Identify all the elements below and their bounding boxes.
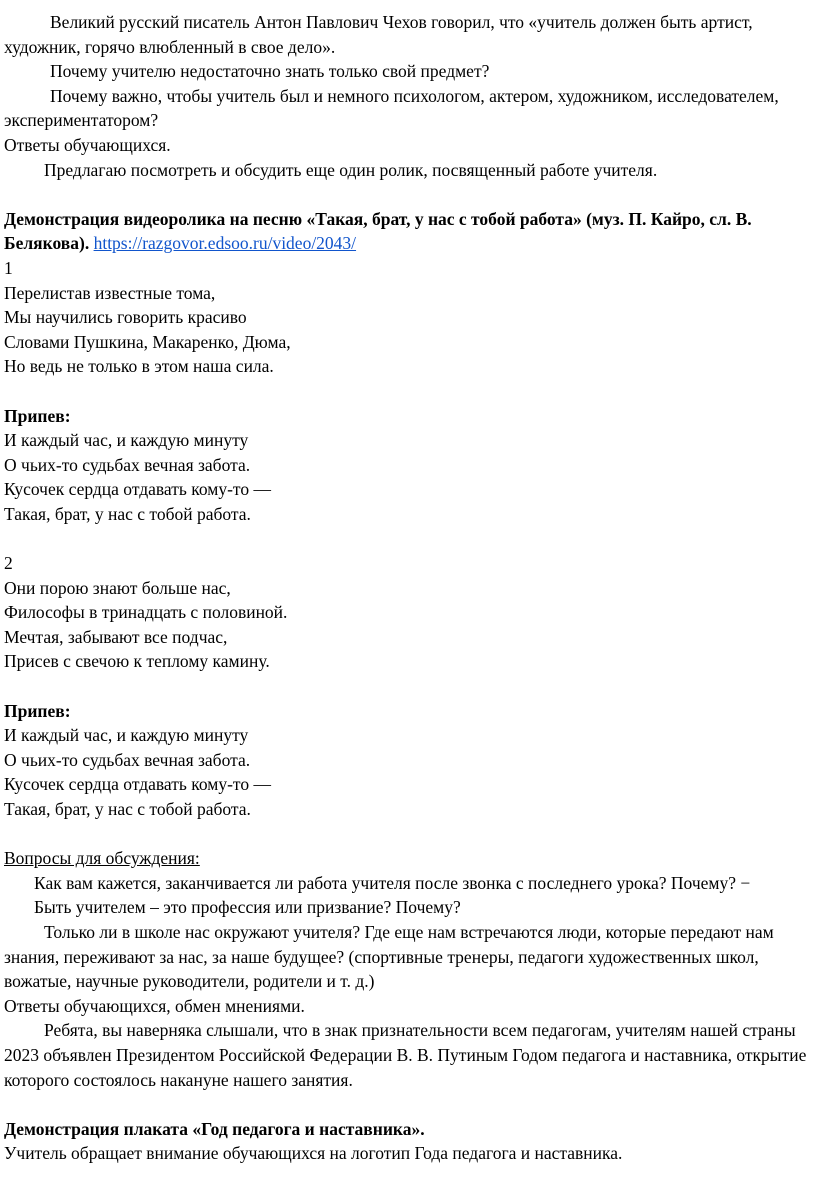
- intro-answers: Ответы обучающихся.: [4, 134, 171, 155]
- poster-heading: Демонстрация плаката «Год педагога и наставника».: [4, 1118, 425, 1139]
- chorus-1-line: Кусочек сердца отдавать кому-то —: [4, 479, 271, 500]
- spacer: [4, 526, 812, 551]
- intro-question-psychologist: Почему важно, чтобы учитель был и немного психологом, актером, художником, исследователем, экспериментатором?: [4, 85, 779, 131]
- verse-1-number: 1: [4, 257, 13, 278]
- questions-answers: Ответы обучающихся, обмен мнениями.: [4, 995, 305, 1016]
- chorus-2-line: И каждый час, и каждую минуту: [4, 725, 249, 746]
- chorus-2-line: О чьих-то судьбах вечная забота.: [4, 749, 251, 770]
- spacer: [4, 674, 812, 699]
- questions-heading-line: [4, 846, 812, 871]
- verse-1-line: Перелистав известные тома,: [4, 282, 216, 303]
- intro-paragraph-chekhov: Великий русский писатель Антон Павлович Чехов говорил, что «учитель должен быть артист, художник, горячо влюбленный в свое дело».: [4, 12, 753, 57]
- year-of-teacher-paragraph: Ребята, вы наверняка слышали, что в знак признательности всем педагогам, учителям нашей страны 2023 объявлен Президентом Российской Федерации В. В. Путиным Годом педагога и наставника, открытие которого состоялось накануне нашего занятия.: [4, 1020, 807, 1090]
- chorus-1-line: Такая, брат, у нас с тобой работа.: [4, 503, 251, 524]
- question-1: Как вам кажется, заканчивается ли работа учителя после звонка с последнего урока? Почему? −: [34, 872, 751, 893]
- chorus-1-line: И каждый час, и каждую минуту: [4, 430, 249, 451]
- chorus-2-label: Припев:: [4, 700, 71, 721]
- chorus-1-line: О чьих-то судьбах вечная забота.: [4, 454, 251, 475]
- intro-video-offer: Предлагаю посмотреть и обсудить еще один ролик, посвященный работе учителя.: [44, 159, 658, 180]
- intro-question-subject: Почему учителю недостаточно знать только свой предмет?: [50, 61, 490, 82]
- spacer: [4, 182, 812, 207]
- poster-text: Учитель обращает внимание обучающихся на логотип Года педагога и наставника.: [4, 1143, 623, 1164]
- verse-2-line: Философы в тринадцать с половиной.: [4, 602, 288, 623]
- verse-2-line: Присев с свечою к теплому камину.: [4, 651, 270, 672]
- spacer: [4, 1092, 812, 1117]
- chorus-1-label: Припев:: [4, 405, 71, 426]
- spacer: [4, 822, 812, 847]
- spacer: [4, 379, 812, 404]
- verse-1-line: Мы научились говорить красиво: [4, 307, 247, 328]
- verse-2-line: Мечтая, забывают все подчас,: [4, 626, 228, 647]
- verse-2-line: Они порою знают больше нас,: [4, 577, 231, 598]
- questions-heading: Вопросы для обсуждения:: [4, 848, 200, 869]
- chorus-2-line: Кусочек сердца отдавать кому-то —: [4, 774, 271, 795]
- video-link[interactable]: https://razgovor.edsoo.ru/video/2043/: [93, 233, 357, 254]
- question-3: Только ли в школе нас окружают учителя? Где еще нам встречаются люди, которые передают нам знания, переживают за нас, за наше будущее? (спортивные тренеры, педагоги художественных школ, вожатые, научные руководители, родители и т. д.): [4, 921, 774, 992]
- verse-1-line: Но ведь не только в этом наша сила.: [4, 356, 274, 377]
- question-2: Быть учителем – это профессия или призвание? Почему?: [34, 897, 461, 918]
- chorus-2-line: Такая, брат, у нас с тобой работа.: [4, 799, 251, 819]
- video-heading: Демонстрация видеоролика на песню «Такая, брат, у нас с тобой работа» (муз. П. Кайро, сл. В. Белякова).: [4, 208, 752, 254]
- verse-1-line: Словами Пушкина, Макаренко, Дюма,: [4, 331, 291, 352]
- video-section: [4, 207, 812, 256]
- verse-2-number: 2: [4, 553, 13, 574]
